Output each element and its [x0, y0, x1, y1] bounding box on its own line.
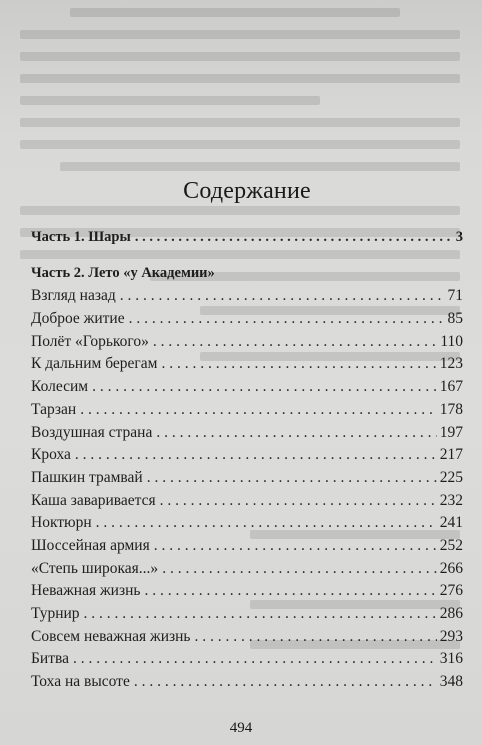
toc-entry[interactable] — [31, 512, 463, 535]
toc-entry[interactable] — [31, 285, 463, 308]
toc-entry-title: «Степь широкая...» — [31, 559, 159, 577]
toc-entry-title: Тоха на высоте — [31, 673, 130, 691]
toc-entry-page: 266 — [439, 559, 463, 577]
dot-leader — [195, 626, 437, 649]
toc-entry[interactable] — [31, 353, 463, 376]
toc-entry-page: 241 — [439, 514, 463, 532]
toc-entry-page: 197 — [439, 423, 463, 441]
toc-entry[interactable] — [31, 399, 463, 422]
toc-entry-title: К дальним берегам — [31, 355, 158, 373]
toc-entry-page: 252 — [439, 536, 463, 554]
dot-leader — [73, 648, 437, 671]
toc-entry-title: Колесим — [31, 378, 89, 396]
dot-leader — [80, 399, 437, 422]
toc-entry[interactable] — [31, 308, 463, 331]
dot-leader — [134, 671, 437, 694]
dot-leader — [147, 467, 437, 490]
toc-part-1-label: Часть 1. Шары — [31, 229, 131, 245]
toc-entry-page: 85 — [447, 310, 463, 328]
toc-entry-title: Каша заваривается — [31, 491, 156, 509]
toc-entry-title: Полёт «Горького» — [31, 332, 149, 350]
toc-entry[interactable] — [31, 467, 463, 490]
toc-entry-title: Совсем неважная жизнь — [31, 627, 191, 645]
toc-entry-title: Турнир — [31, 605, 80, 622]
toc-entry-page: 167 — [439, 378, 463, 396]
toc-entry-title: Ноктюрн — [31, 514, 92, 532]
toc-entry-title: Взгляд назад — [31, 287, 116, 305]
toc-entry[interactable] — [31, 331, 463, 354]
dot-leader — [120, 285, 445, 308]
toc-entry[interactable] — [31, 535, 463, 558]
dot-leader — [160, 490, 437, 513]
toc-entry[interactable] — [31, 671, 463, 694]
toc-entry-page: 225 — [439, 468, 463, 486]
toc-entry-page: 293 — [439, 627, 463, 645]
toc-entry-title: Кроха — [31, 446, 71, 464]
toc-entry-page: 123 — [439, 355, 463, 373]
toc-entry[interactable] — [31, 648, 463, 671]
toc-entry-page: 348 — [439, 673, 463, 691]
toc-entry-page: 178 — [439, 400, 463, 418]
toc-part-1-page: 3 — [455, 229, 463, 245]
dot-leader — [96, 512, 437, 535]
dot-leader — [154, 535, 437, 558]
toc-entry-title: Неважная жизнь — [31, 582, 141, 600]
dot-leader — [92, 376, 437, 399]
toc-entry[interactable] — [31, 626, 463, 649]
toc-title: Содержание — [183, 178, 311, 204]
toc-entry-page: 110 — [440, 332, 463, 350]
toc-entry-title: Пашкин трамвай — [31, 468, 143, 486]
toc-entry[interactable] — [31, 490, 463, 513]
toc-entry-page: 286 — [439, 605, 463, 622]
toc-entry-title: Воздушная страна — [31, 423, 153, 441]
dot-leader — [129, 308, 445, 331]
dot-leader — [75, 444, 437, 467]
toc-entry-page: 71 — [447, 287, 463, 305]
toc-entry[interactable] — [31, 603, 463, 626]
dot-leader — [162, 558, 437, 581]
toc-entry-page: 232 — [439, 491, 463, 509]
toc-part-2-heading[interactable]: Часть 2. Лето «у Академии» — [31, 264, 215, 281]
toc-entry-title: Битва — [31, 650, 69, 668]
table-of-contents — [31, 174, 463, 694]
toc-entry-page: 217 — [439, 446, 463, 464]
dot-leader — [153, 331, 437, 354]
dot-leader — [161, 353, 436, 376]
toc-entry-title: Доброе житие — [31, 310, 125, 328]
dot-leader — [156, 422, 436, 445]
dot-leader — [135, 226, 453, 249]
toc-entry-page: 316 — [439, 650, 463, 668]
toc-entry-title: Шоссейная армия — [31, 536, 150, 554]
toc-entry-page: 276 — [439, 582, 463, 600]
toc-entry[interactable] — [31, 558, 463, 581]
dot-leader — [144, 580, 436, 603]
page-number: 494 — [229, 720, 253, 736]
toc-entry-title: Тарзан — [31, 400, 77, 418]
toc-entry[interactable] — [31, 376, 463, 399]
toc-entry[interactable] — [31, 580, 463, 603]
dot-leader — [84, 603, 437, 626]
toc-entry[interactable] — [31, 444, 463, 467]
toc-part-1-row[interactable] — [31, 226, 463, 249]
toc-entry[interactable] — [31, 422, 463, 445]
